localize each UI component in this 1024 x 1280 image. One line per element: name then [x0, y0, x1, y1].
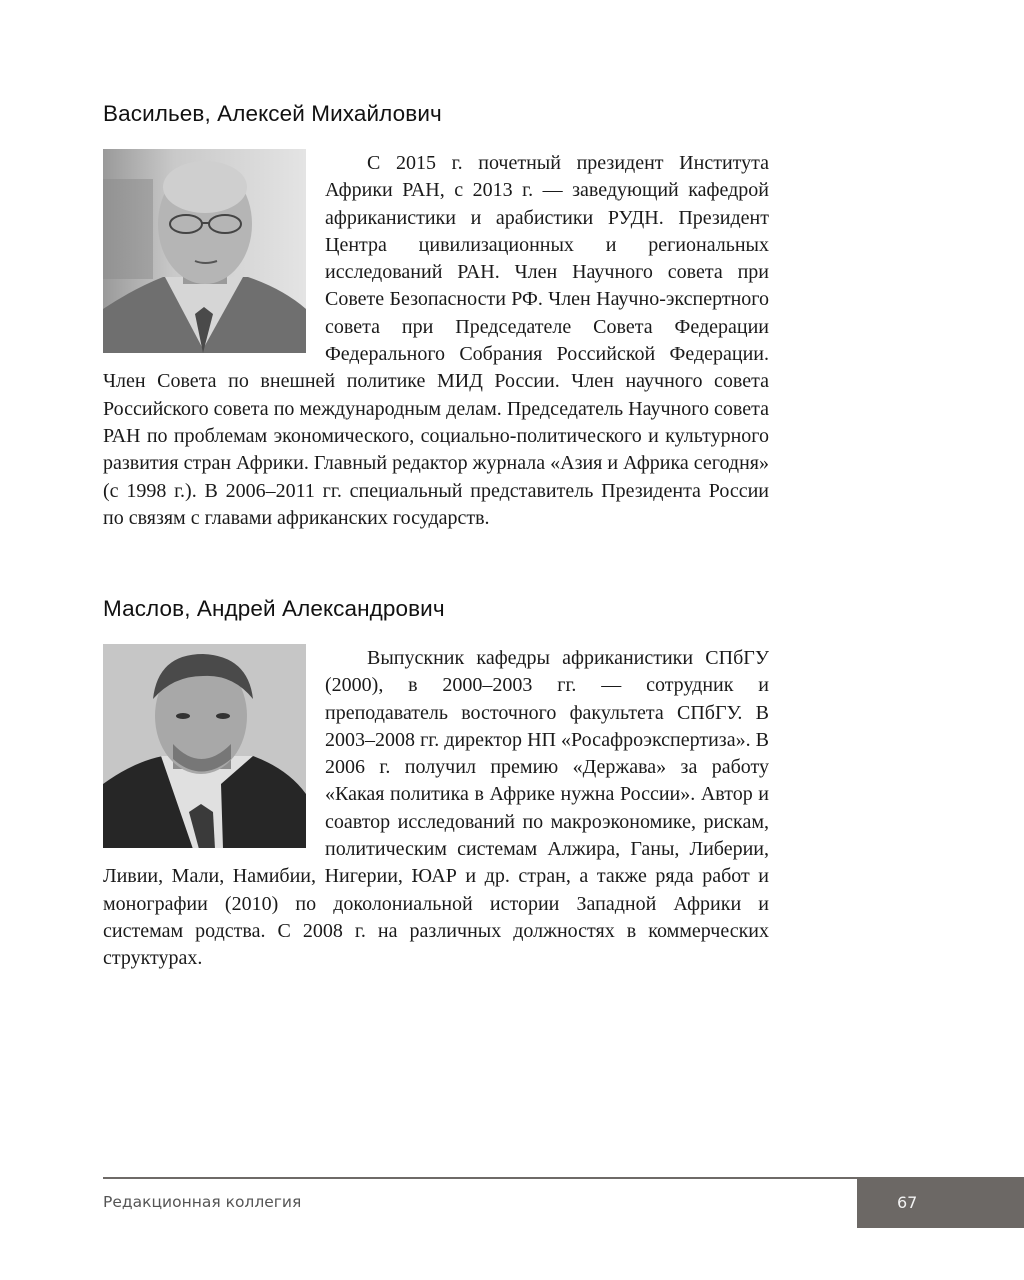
person-name-maslov: Маслов, Андрей Александрович: [103, 596, 445, 621]
bio-text-vasiliev: [103, 150, 769, 532]
page-number: 67: [897, 1193, 918, 1212]
page-number-box: [857, 1177, 1024, 1228]
person-name-vasiliev: Васильев, Алексей Михайлович: [103, 101, 442, 126]
bio-paragraph: Выпускник кафедры африканистики СПбГУ (2000), в 2000–2003 гг. — сотрудник и преподаватель восточного факультета СПбГУ. В 2003–2008 гг. директор НП «Росафроэкспертиза». В 2006 г. получил премию «Держава» за работу «Какая политика в Африке нужна России». Автор и соавтор исследований по макроэкономике, рискам, политическим системам Алжира, Ганы, Либерии, Ливии, Мали, Намибии, Нигерии, ЮАР и др. стран, а также ряда работ и монографии (2010) по доколониальной истории Западной Африки и системам родства. С 2008 г. на различных должностях в коммерческих структурах.: [103, 647, 769, 970]
photo-wrap-spacer: [103, 150, 325, 368]
footer-section-label: Редакционная коллегия: [103, 1193, 302, 1211]
footer-rule: [103, 1177, 858, 1179]
photo-wrap-spacer: [103, 645, 325, 863]
bio-text-maslov: [103, 645, 769, 973]
bio-paragraph: С 2015 г. почетный президент Института Африки РАН, с 2013 г. — заведующий кафедрой африканистики и арабистики РУДН. Президент Центра цивилизационных и региональных исследований РАН. Член Научного совета при Совете Безопасности РФ. Член Научно-экспертного совета при Председателе Совета Федерации Федерального Собрания Российской Федерации. Член Совета по внешней политике МИД России. Член научного совета Российского совета по международным делам. Председатель Научного совета РАН по проблемам экономического, социально-политического и культурного развития стран Африки. Главный редактор журнала «Азия и Африка сегодня» (с 1998 г.). В 2006–2011 гг. специальный представитель Президента России по связям с главами африканских государств.: [103, 152, 769, 529]
